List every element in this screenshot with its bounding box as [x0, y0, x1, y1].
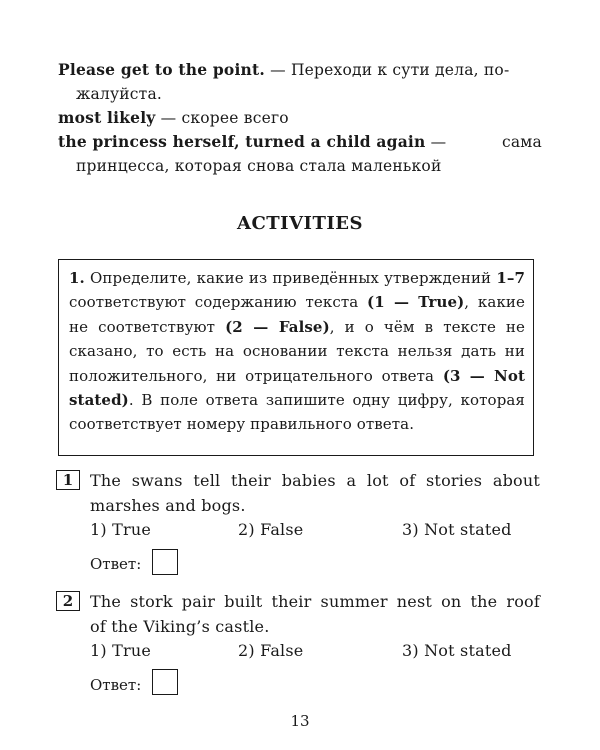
option-true[interactable]: 1) True — [90, 641, 152, 660]
glossary-translation: Переходи к сути дела, по- — [290, 61, 510, 79]
not-stated-label: (3 — Not stated) — [69, 366, 525, 410]
statement-range: 1–7 — [496, 269, 525, 287]
question-text-line: of the Viking’s castle. — [90, 617, 270, 636]
question-text-line: The stork pair built their summer nest on the roof — [90, 592, 540, 611]
option-not-stated[interactable]: 3) Not stated — [402, 520, 512, 539]
glossary-translation: скорее всего — [181, 109, 289, 127]
instruction-text: соответствуют содержанию текста — [69, 293, 368, 312]
instruction-text: . В поле ответа запишите одну цифру, которая соответствует номеру правильного ответа. — [69, 391, 525, 434]
option-false[interactable]: 2) False — [238, 520, 304, 539]
answer-box[interactable] — [152, 549, 178, 575]
glossary-translation-cont: принцесса, которая снова стала маленькой — [76, 157, 442, 175]
instruction-box — [58, 259, 534, 456]
option-true[interactable]: 1) True — [90, 520, 152, 539]
instruction-text: Определите, какие из приведённых утверждений — [84, 269, 497, 287]
instruction-text: , какие не соответствуют — [69, 293, 525, 336]
glossary-entry — [58, 106, 542, 130]
glossary-entry — [58, 58, 542, 106]
question-number: 2 — [56, 591, 80, 611]
section-title: ACTIVITIES — [236, 213, 364, 234]
glossary-dash: — — [155, 109, 182, 127]
glossary-translation-cont: жалуйста. — [76, 85, 163, 103]
question-text — [90, 468, 540, 518]
instruction-number: 1. — [69, 269, 85, 287]
glossary-term: most likely — [58, 108, 156, 127]
glossary-dash: — — [425, 133, 447, 151]
false-label: (2 — False) — [225, 317, 330, 336]
glossary-term: the princess herself, turned a child again — [58, 132, 426, 151]
page-number: 13 — [290, 712, 310, 730]
question-text — [90, 589, 540, 639]
true-label: (1 — True) — [367, 293, 465, 312]
question-number: 1 — [56, 470, 80, 490]
glossary-translation: сама — [501, 133, 542, 151]
option-not-stated[interactable]: 3) Not stated — [402, 641, 512, 660]
question-text-line: The swans tell their babies a lot of stories about — [90, 471, 540, 490]
answer-box[interactable] — [152, 669, 178, 695]
answer-label: Ответ: — [90, 676, 142, 694]
glossary-dash: — — [264, 61, 291, 79]
question-text-line: marshes and bogs. — [90, 496, 246, 515]
glossary-term: Please get to the point. — [58, 60, 265, 79]
instruction-text: , и о чём в тексте не сказано, то есть на основании текста нельзя дать ни положительного, ни отрицательного ответа — [69, 317, 525, 385]
glossary-entry — [58, 130, 542, 178]
answer-label: Ответ: — [90, 555, 142, 573]
option-false[interactable]: 2) False — [238, 641, 304, 660]
